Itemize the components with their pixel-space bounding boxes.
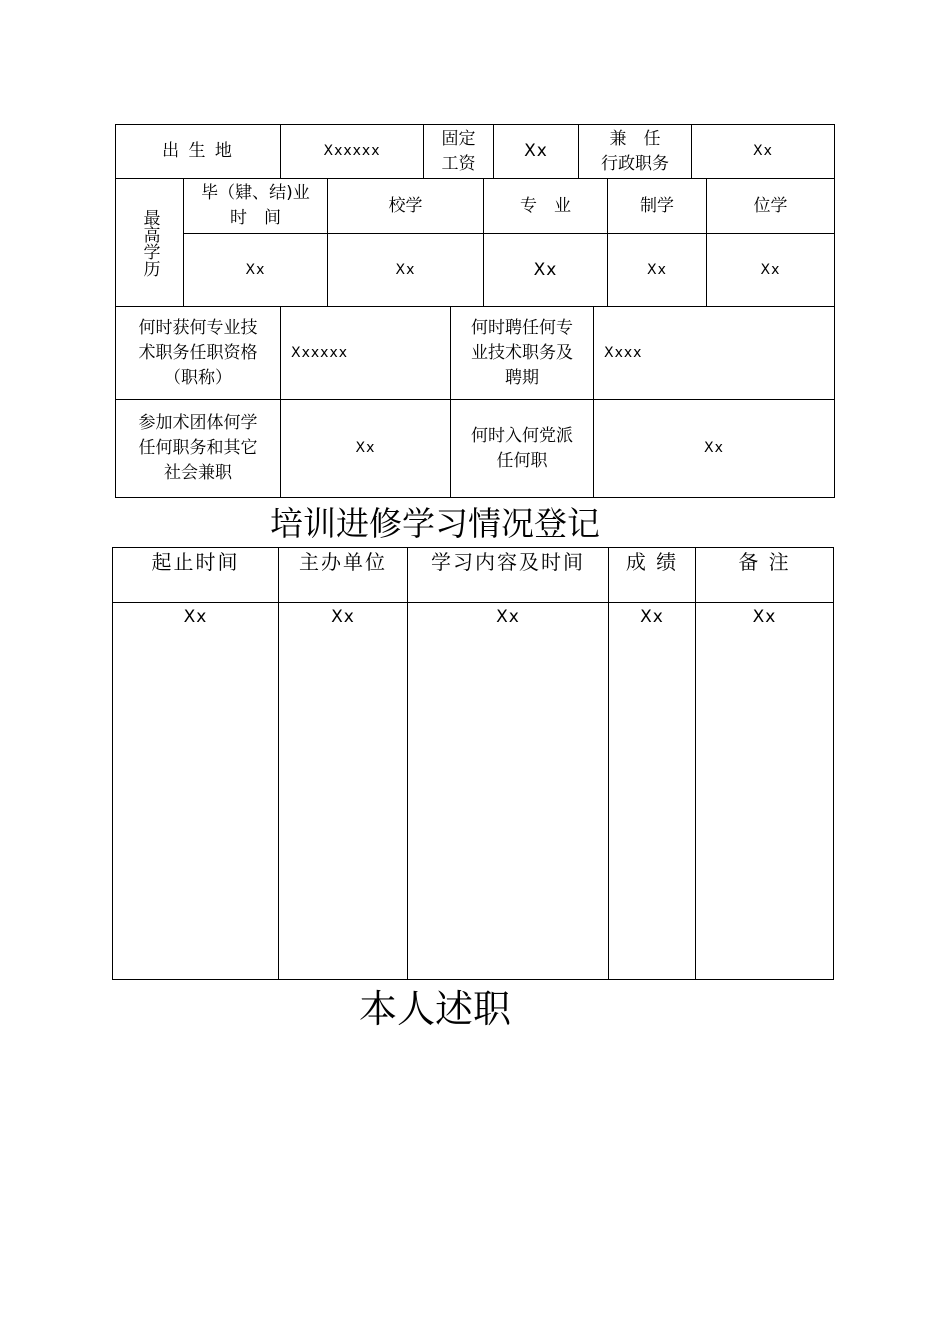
birthplace-value: Xxxxxx [323,143,381,159]
society-label: 参加术团体何学 任何职务和其它 社会兼职 [138,413,258,483]
edu-value-system: Xx [647,261,667,278]
party-label: 何时入何党派 任何职 [471,425,573,471]
society-value: Xx [355,440,376,456]
training-row-period: Xx [183,607,208,627]
professional-title-value: Xxxxxx [291,344,349,361]
training-header-organizer: 主办单位 [299,550,387,574]
training-header-remarks: 备 注 [738,550,791,574]
training-row-score: Xx [640,607,664,627]
edu-header-time: 毕（肄、结)业 时 间 [201,183,310,228]
concurrent-post-value: Xx [753,143,773,159]
edu-value-school: Xx [395,261,416,278]
fixed-salary-label: 固定 工资 [441,128,476,174]
party-value: Xx [704,440,724,456]
training-row-remarks: Xx [752,607,777,627]
birthplace-label: 出 生 地 [162,141,234,161]
education-label-text: 最高学历 [139,208,160,277]
training-section-title: 培训进修学习情况登记 [270,504,600,543]
edu-value-major: Xx [533,259,558,280]
concurrent-post-label: 兼 任 行政职务 [601,128,669,174]
edu-value-degree: Xx [760,261,781,278]
education-section-label [116,179,183,306]
edu-value-time: Xx [245,261,266,278]
edu-header-degree: 位学 [753,195,788,216]
appointment-label: 何时聘任何专 业技术职务及 聘期 [471,317,573,388]
training-row-organizer: Xx [331,607,355,627]
edu-header-major: 专 业 [520,195,571,216]
training-header-content: 学习内容及时间 [431,550,585,574]
fixed-salary-value: Xx [524,141,548,161]
training-row-content: Xx [496,607,520,627]
training-header-score: 成 绩 [625,550,679,574]
training-header-period: 起止时间 [151,550,240,574]
professional-title-label: 何时获何专业技 术职务任职资格 （职称） [138,317,258,388]
edu-header-system: 制学 [640,195,674,216]
statement-section-title: 本人述职 [358,987,511,1031]
appointment-value: Xxxx [604,344,643,361]
edu-header-school: 校学 [388,195,423,216]
